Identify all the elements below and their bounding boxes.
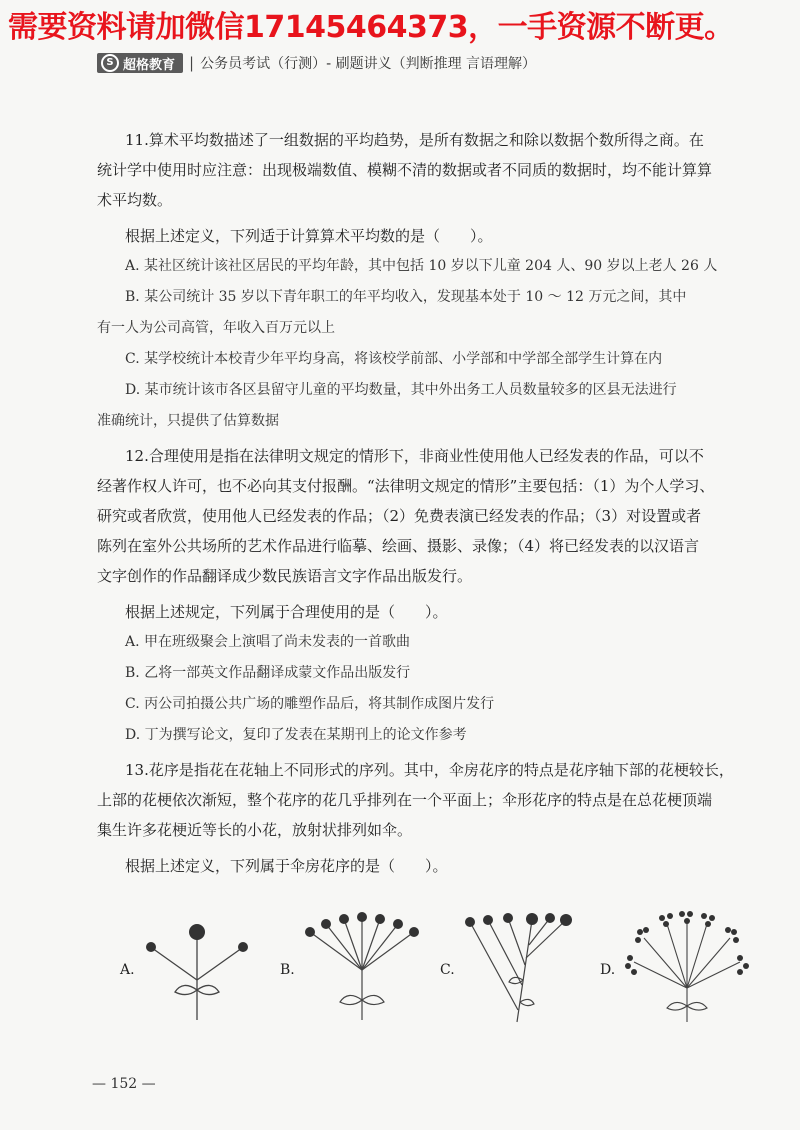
- figure-a-label: A.: [120, 962, 135, 978]
- q11-option-a: A. 某社区统计该社区居民的平均年龄，其中包括 10 岁以下儿童 204 人、90 岁以上老人 26 人: [125, 258, 718, 274]
- q11-option-d-cont: 准确统计，只提供了估算数据: [97, 413, 279, 429]
- figure-c: [440, 910, 590, 1030]
- q13-stem-line: 13.花序是指花在花轴上不同形式的序列。其中，伞房花序的特点是花序轴下部的花梗较长，: [125, 761, 734, 779]
- q11-stem-line: 11.算术平均数描述了一组数据的平均趋势，是所有数据之和除以数据个数所得之商。在: [125, 131, 704, 149]
- q12-option-b: B. 乙将一部英文作品翻译成蒙文作品出版发行: [125, 665, 411, 681]
- question-12: [97, 441, 737, 751]
- page-number: — 152 —: [92, 1076, 156, 1092]
- q11-stem-line: 统计学中使用时应注意：出现极端数值、模糊不清的数据或者不同质的数据时，均不能计算算: [97, 161, 713, 179]
- q11-option-b-cont: 有一人为公司高管，年收入百万元以上: [97, 320, 335, 336]
- figure-a: [120, 910, 270, 1030]
- q12-option-d: D. 丁为撰写论文，复印了发表在某期刊上的论文作参考: [125, 727, 467, 743]
- q13-ask: 根据上述定义，下列属于伞房花序的是（ ）。: [125, 857, 448, 875]
- compound-umbel-icon: [622, 910, 752, 1025]
- q12-stem-line: 研究或者欣赏，使用他人已经发表的作品；（2）免费表演已经发表的作品；（3）对设置或者: [97, 507, 702, 525]
- figure-c-label: C.: [440, 962, 455, 978]
- q12-stem-line: 文字创作的作品翻译成少数民族语言文字作品出版发行。: [97, 567, 473, 585]
- corymb-inflorescence-icon: [462, 910, 582, 1025]
- logo-icon: S: [101, 54, 119, 72]
- q11-option-d: D. 某市统计该市各区县留守儿童的平均数量，其中外出务工人员数量较多的区县无法进行: [125, 382, 677, 398]
- figure-b-label: B.: [280, 962, 295, 978]
- simple-inflorescence-icon: [142, 910, 252, 1025]
- q12-ask: 根据上述规定，下列属于合理使用的是（ ）。: [125, 603, 448, 621]
- q12-stem-line: 12.合理使用是指在法律明文规定的情形下，非商业性使用他人已经发表的作品，可以不: [125, 447, 704, 465]
- inflorescence-figures: [120, 910, 760, 1030]
- q13-stem-line: 集生许多花梗近等长的小花，放射状排列如伞。: [97, 821, 413, 839]
- q12-option-a: A. 甲在班级聚会上演唱了尚未发表的一首歌曲: [125, 634, 411, 650]
- q11-stem-line: 术平均数。: [97, 191, 173, 209]
- figure-b: [280, 910, 430, 1030]
- watermark-banner: 需要资料请加微信17145464373，一手资源不断更。: [8, 10, 734, 45]
- figure-d: [600, 910, 750, 1030]
- q12-option-c: C. 丙公司拍摄公共广场的雕塑作品后，将其制作成图片发行: [125, 696, 495, 712]
- q12-stem-line: 陈列在室外公共场所的艺术作品进行临摹、绘画、摄影、录像；（4）将已经发表的以汉语言: [97, 537, 700, 555]
- question-11: [97, 125, 737, 437]
- q11-option-b: B. 某公司统计 35 岁以下青年职工的年平均收入，发现基本处于 10 ～ 12 万元之间，其中: [125, 289, 687, 305]
- figure-d-label: D.: [600, 962, 616, 978]
- question-13: [97, 755, 737, 881]
- logo-text: 超格教育: [123, 57, 176, 73]
- umbel-inflorescence-icon: [302, 910, 422, 1025]
- q11-ask: 根据上述定义，下列适于计算算术平均数的是（ ）。: [125, 227, 493, 245]
- q12-stem-line: 经著作权人许可，也不必向其支付报酬。“法律明文规定的情形”主要包括：（1）为个人学习、: [97, 477, 715, 495]
- q13-stem-line: 上部的花梗依次渐短，整个花序的花几乎排列在一个平面上；伞形花序的特点是在总花梗顶端: [97, 791, 713, 809]
- question-content: [97, 125, 737, 881]
- brand-logo: [97, 53, 183, 73]
- q11-option-c: C. 某学校统计本校青少年平均身高，将该校学前部、小学部和中学部全部学生计算在内: [125, 351, 663, 367]
- page-header: [97, 52, 536, 74]
- header-title: 公务员考试（行测）- 刷题讲义（判断推理 言语理解）: [200, 56, 537, 72]
- header-separator: |: [189, 54, 195, 72]
